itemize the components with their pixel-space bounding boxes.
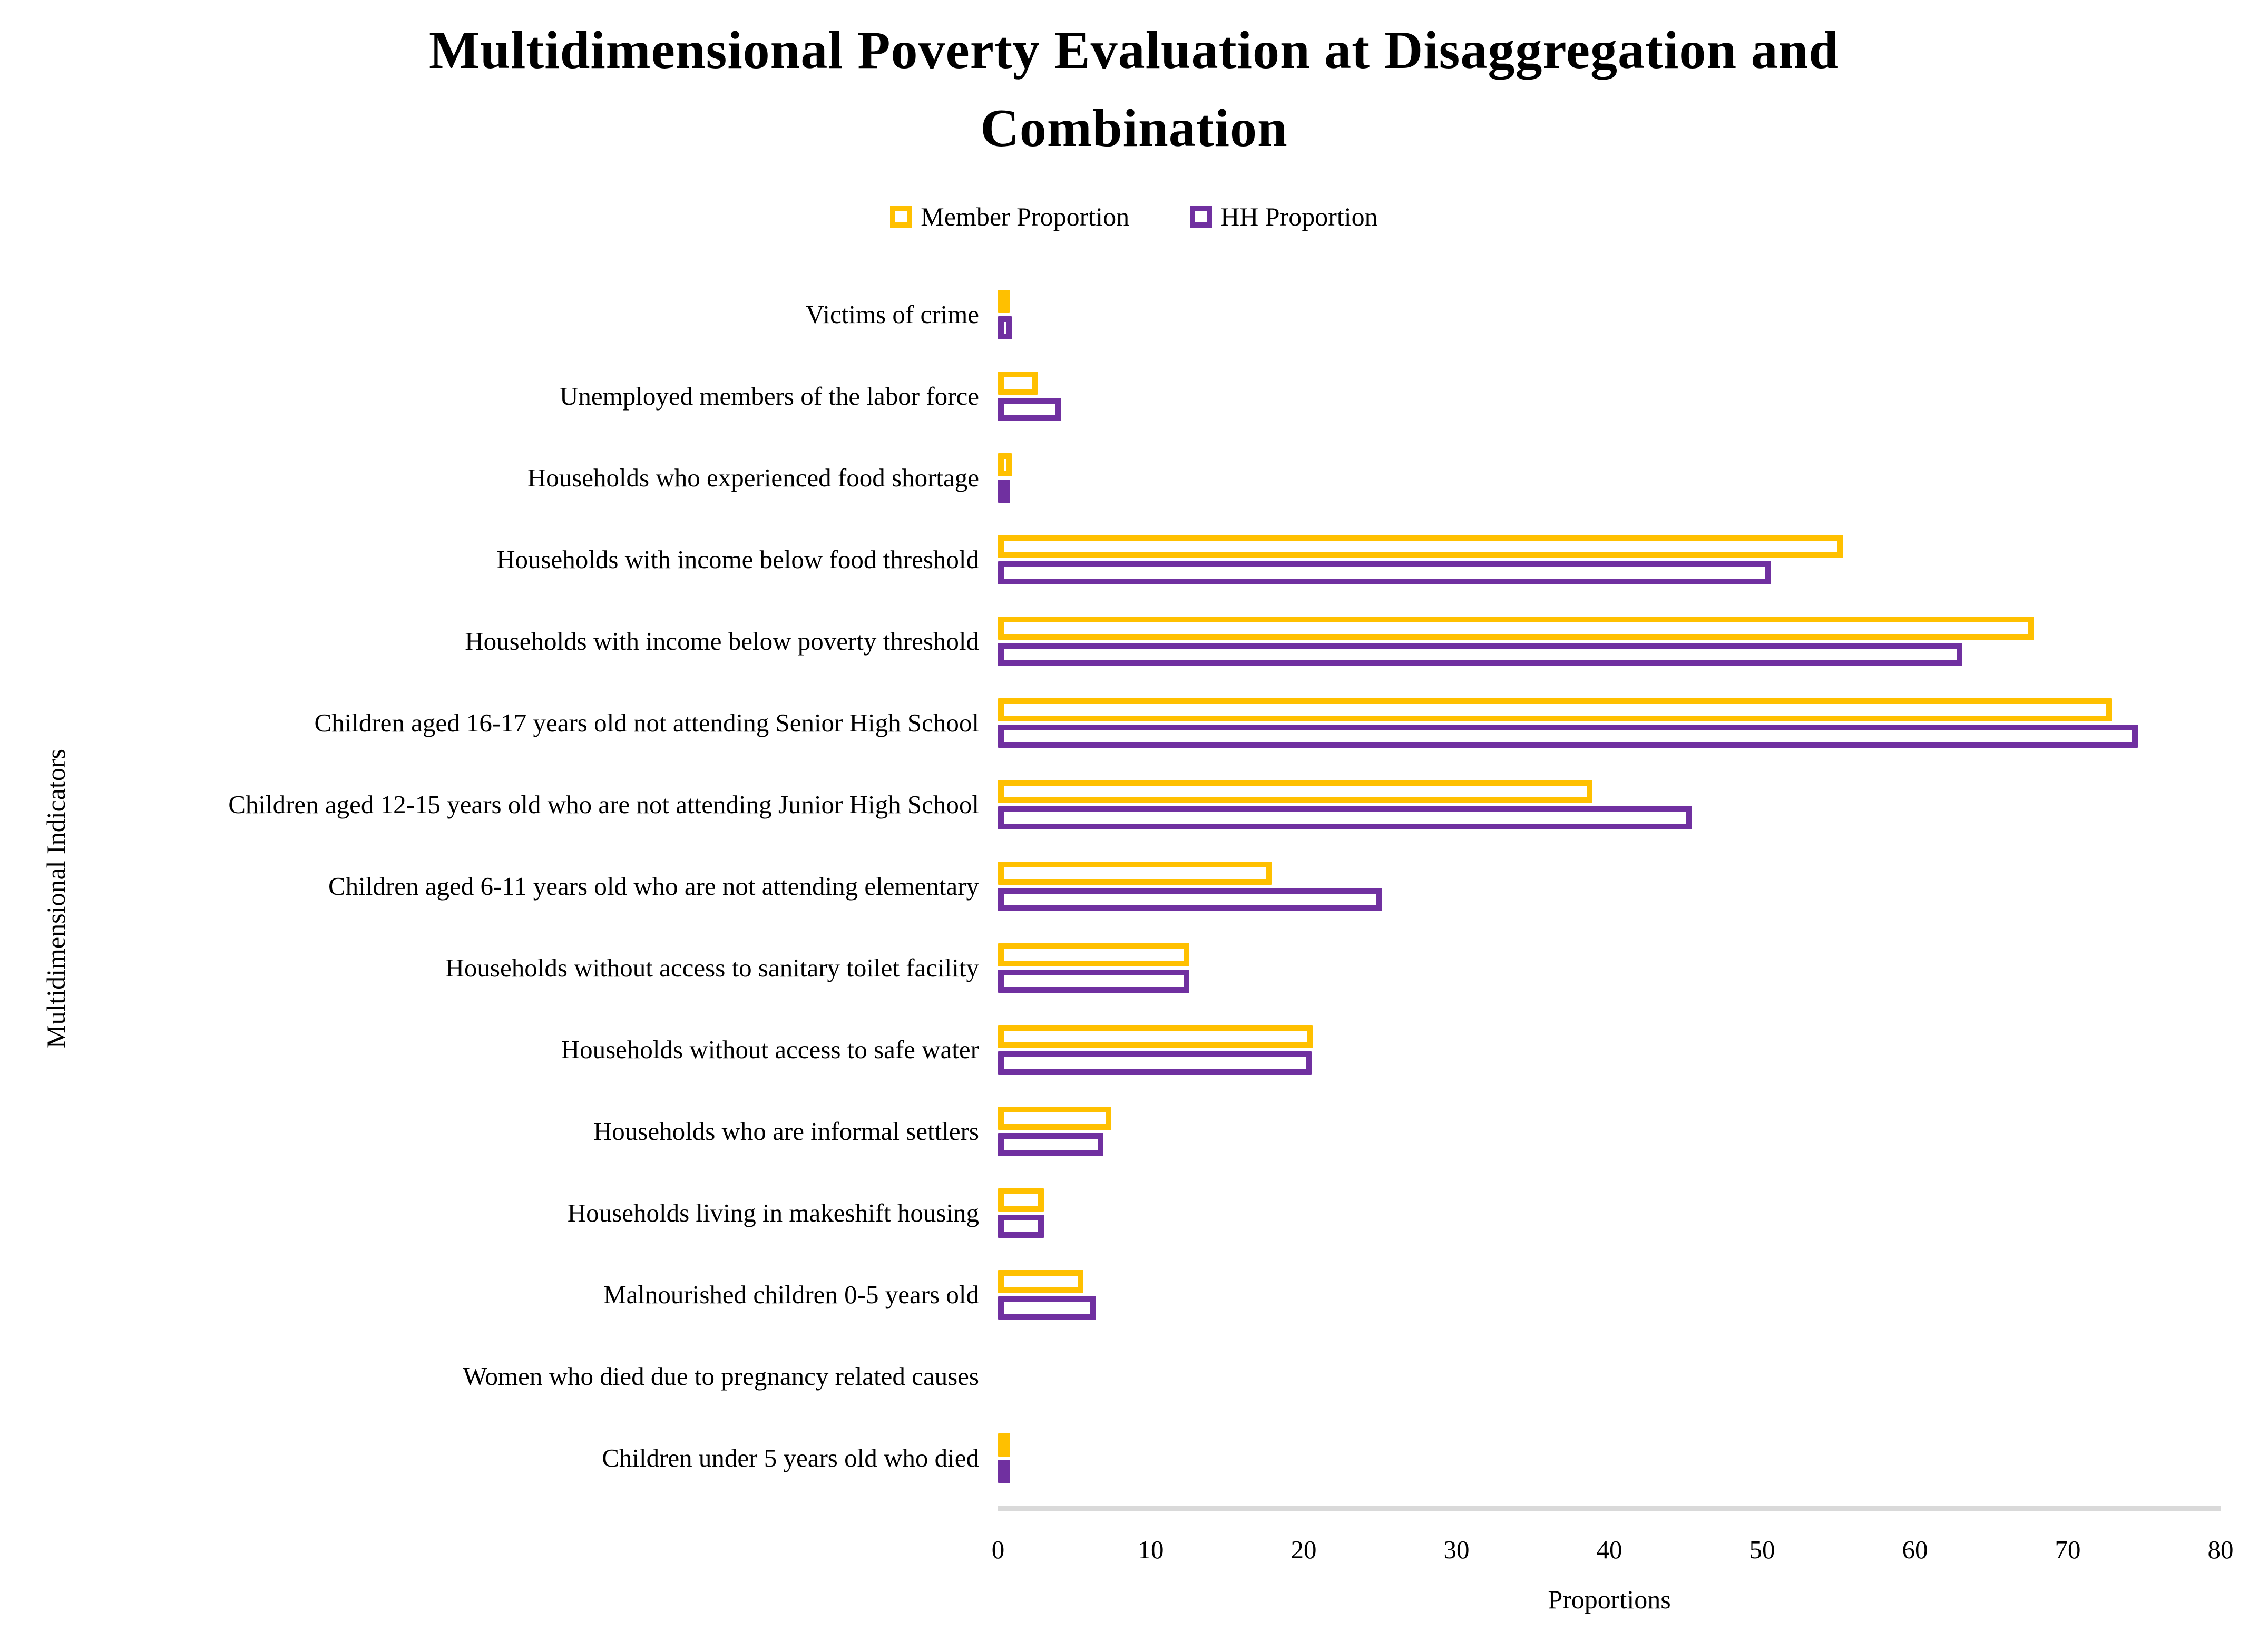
category-row	[0, 274, 2268, 355]
x-tick-label: 10	[1138, 1535, 1164, 1564]
category-label: Households without access to sanitary toilet facility	[445, 953, 979, 982]
hh-proportion-bar	[998, 1460, 1010, 1483]
category-row	[0, 845, 2268, 927]
y-axis-title: Multidimensional Indicators	[41, 749, 71, 1048]
hh-proportion-bar	[998, 806, 1692, 829]
member-proportion-bar	[998, 1107, 1111, 1130]
bar-group	[998, 535, 2221, 584]
category-label: Households who experienced food shortage	[527, 463, 979, 492]
bar-group	[998, 290, 2221, 339]
category-row	[0, 1254, 2268, 1335]
category-row	[0, 764, 2268, 845]
hh-proportion-bar	[998, 725, 2138, 748]
x-tick-label: 0	[991, 1535, 1005, 1564]
member-proportion-bar	[998, 1270, 1083, 1293]
bar-group	[998, 1025, 2221, 1075]
legend	[0, 201, 2268, 232]
member-proportion-bar	[998, 372, 1038, 395]
legend-item-hh	[1190, 201, 1378, 232]
hh-swatch-icon	[1190, 206, 1212, 228]
category-row	[0, 1090, 2268, 1172]
bar-group	[998, 1433, 2221, 1483]
category-row	[0, 1335, 2268, 1417]
bar-group	[998, 617, 2221, 666]
member-proportion-bar	[998, 1025, 1313, 1048]
category-row	[0, 437, 2268, 519]
member-swatch-icon	[890, 206, 912, 228]
member-proportion-bar	[998, 698, 2112, 721]
member-proportion-bar	[998, 453, 1012, 476]
member-proportion-bar	[998, 617, 2034, 640]
category-row	[0, 1172, 2268, 1254]
category-row	[0, 355, 2268, 437]
category-row	[0, 682, 2268, 764]
bar-group	[998, 862, 2221, 911]
category-row	[0, 1009, 2268, 1090]
x-axis-line	[998, 1506, 2221, 1511]
x-tick-label: 50	[1749, 1535, 1775, 1564]
member-proportion-bar	[998, 943, 1189, 966]
hh-proportion-bar	[998, 316, 1012, 339]
category-label: Households with income below food threshold	[496, 545, 979, 574]
bar-group	[998, 698, 2221, 748]
member-proportion-bar	[998, 1188, 1044, 1212]
category-label: Children aged 16-17 years old not attending Senior High School	[314, 708, 979, 737]
hh-proportion-bar	[998, 1296, 1096, 1320]
member-proportion-bar	[998, 290, 1010, 313]
bar-group	[998, 1188, 2221, 1238]
category-label: Households who are informal settlers	[593, 1117, 979, 1146]
x-tick-label: 40	[1596, 1535, 1622, 1564]
legend-label-member: Member Proportion	[921, 202, 1130, 231]
hh-proportion-bar	[998, 398, 1061, 421]
bar-group	[998, 1270, 2221, 1320]
category-label: Children aged 12-15 years old who are not attending Junior High School	[228, 790, 979, 819]
member-proportion-bar	[998, 780, 1592, 803]
category-label: Households living in makeshift housing	[567, 1198, 979, 1227]
category-row	[0, 927, 2268, 1009]
hh-proportion-bar	[998, 1051, 1312, 1075]
bar-group	[998, 453, 2221, 503]
x-tick-label: 70	[2055, 1535, 2081, 1564]
hh-proportion-bar	[998, 888, 1382, 911]
category-label: Households without access to safe water	[561, 1035, 979, 1064]
hh-proportion-bar	[998, 643, 1962, 666]
category-row	[0, 600, 2268, 682]
hh-proportion-bar	[998, 1215, 1044, 1238]
x-tick-label: 80	[2207, 1535, 2234, 1564]
category-row	[0, 1417, 2268, 1499]
category-label: Women who died due to pregnancy related causes	[463, 1362, 979, 1391]
member-proportion-bar	[998, 862, 1272, 885]
x-tick-label: 20	[1291, 1535, 1317, 1564]
category-label: Households with income below poverty threshold	[465, 627, 979, 656]
bar-group	[998, 780, 2221, 829]
legend-label-hh: HH Proportion	[1220, 202, 1378, 231]
bar-group	[998, 943, 2221, 993]
legend-item-member	[890, 201, 1129, 232]
bar-group	[998, 372, 2221, 421]
category-label: Victims of crime	[805, 300, 979, 329]
chart-title: Multidimensional Poverty Evaluation at Disaggregation and Combination	[428, 21, 1840, 158]
hh-proportion-bar	[998, 480, 1010, 503]
bar-group	[998, 1352, 2221, 1401]
category-label: Children aged 6-11 years old who are not attending elementary	[328, 872, 979, 901]
hh-proportion-bar	[998, 970, 1189, 993]
member-proportion-bar	[998, 1433, 1010, 1457]
hh-proportion-bar	[998, 1133, 1103, 1156]
bar-rows	[0, 274, 2268, 1499]
category-label: Children under 5 years old who died	[602, 1443, 979, 1472]
category-row	[0, 519, 2268, 600]
x-axis-title: Proportions	[1548, 1585, 1671, 1614]
bar-group	[998, 1107, 2221, 1156]
category-label: Malnourished children 0-5 years old	[603, 1280, 979, 1309]
category-label: Unemployed members of the labor force	[560, 382, 979, 411]
member-proportion-bar	[998, 535, 1843, 558]
x-tick-label: 30	[1443, 1535, 1470, 1564]
x-tick-label: 60	[1902, 1535, 1928, 1564]
hh-proportion-bar	[998, 561, 1771, 584]
